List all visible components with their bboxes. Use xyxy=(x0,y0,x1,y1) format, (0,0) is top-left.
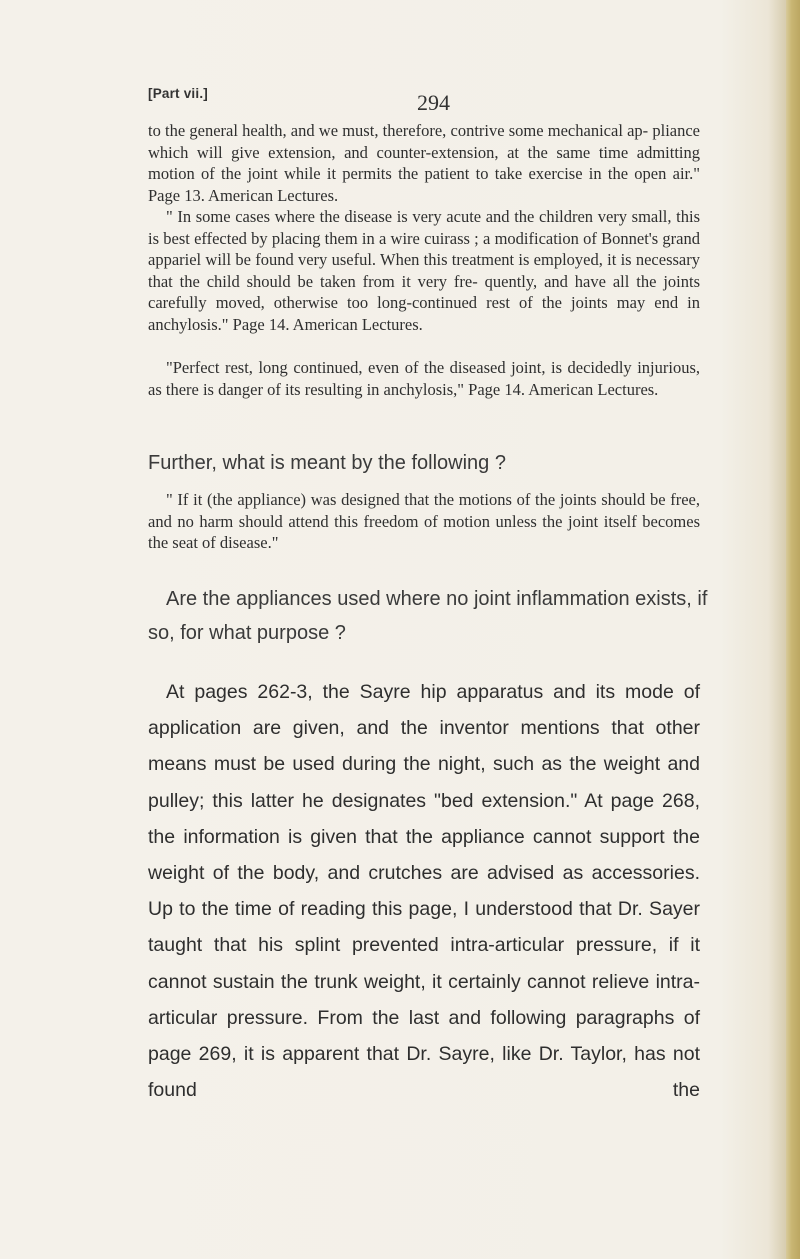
question-heading-1: Further, what is meant by the following ? xyxy=(148,452,506,474)
quote-paragraph-4: " If it (the appliance) was designed that the motions of the joints should be free, and no harm should attend this freedom of motion unless the joint itself becomes the seat of disease." xyxy=(148,490,700,552)
page-edge xyxy=(786,0,800,1259)
quote-paragraph-1: to the general health, and we must, therefore, contrive some mechanical ap- pliance which will give extension, and counter-extension, at the same time admitting motion of the joint while it permits the patient to take exercise in the open air." Page 13. American Lectures. xyxy=(148,121,700,205)
running-head: [Part vii.] xyxy=(148,86,208,101)
body-paragraph: At pages 262-3, the Sayre hip apparatus and its mode of application are given, and the inventor mentions that other means must be used during the night, such as the weight and pulley; this latter he designates "bed extension." At page 268, the information is given that the appliance cannot support the weight of the body, and crutches are advised as accessories. Up to the time of reading this page, I understood that Dr. Sayer taught that his splint prevented intra-articular pressure, if it cannot sustain the trunk weight, it certainly cannot relieve intra-articular pressure. From the last and following paragraphs of page 269, it is apparent that Dr. Sayre, like Dr. Taylor, has not found the xyxy=(148,681,700,1102)
question-heading-2: Are the appliances used where no joint inflammation exists, if so, for what purpose ? xyxy=(148,588,708,644)
quote-paragraph-3: "Perfect rest, long continued, even of the diseased joint, is decidedly injurious, as there is danger of its resulting in anchylosis," Page 14. American Lectures. xyxy=(148,358,700,399)
quote-paragraph-2: " In some cases where the disease is very acute and the children very small, this is best effected by placing them in a wire cuirass ; a modification of Bonnet's grand appariel will be found very useful. When this treatment is employed, it is necessary that the child should be taken from it very fre- quently, and have all the joints carefully moved, otherwise too long-continued rest of the joints may end in anchylosis." Page 14. American Lectures. xyxy=(148,207,700,334)
page-number: 294 xyxy=(417,90,450,115)
